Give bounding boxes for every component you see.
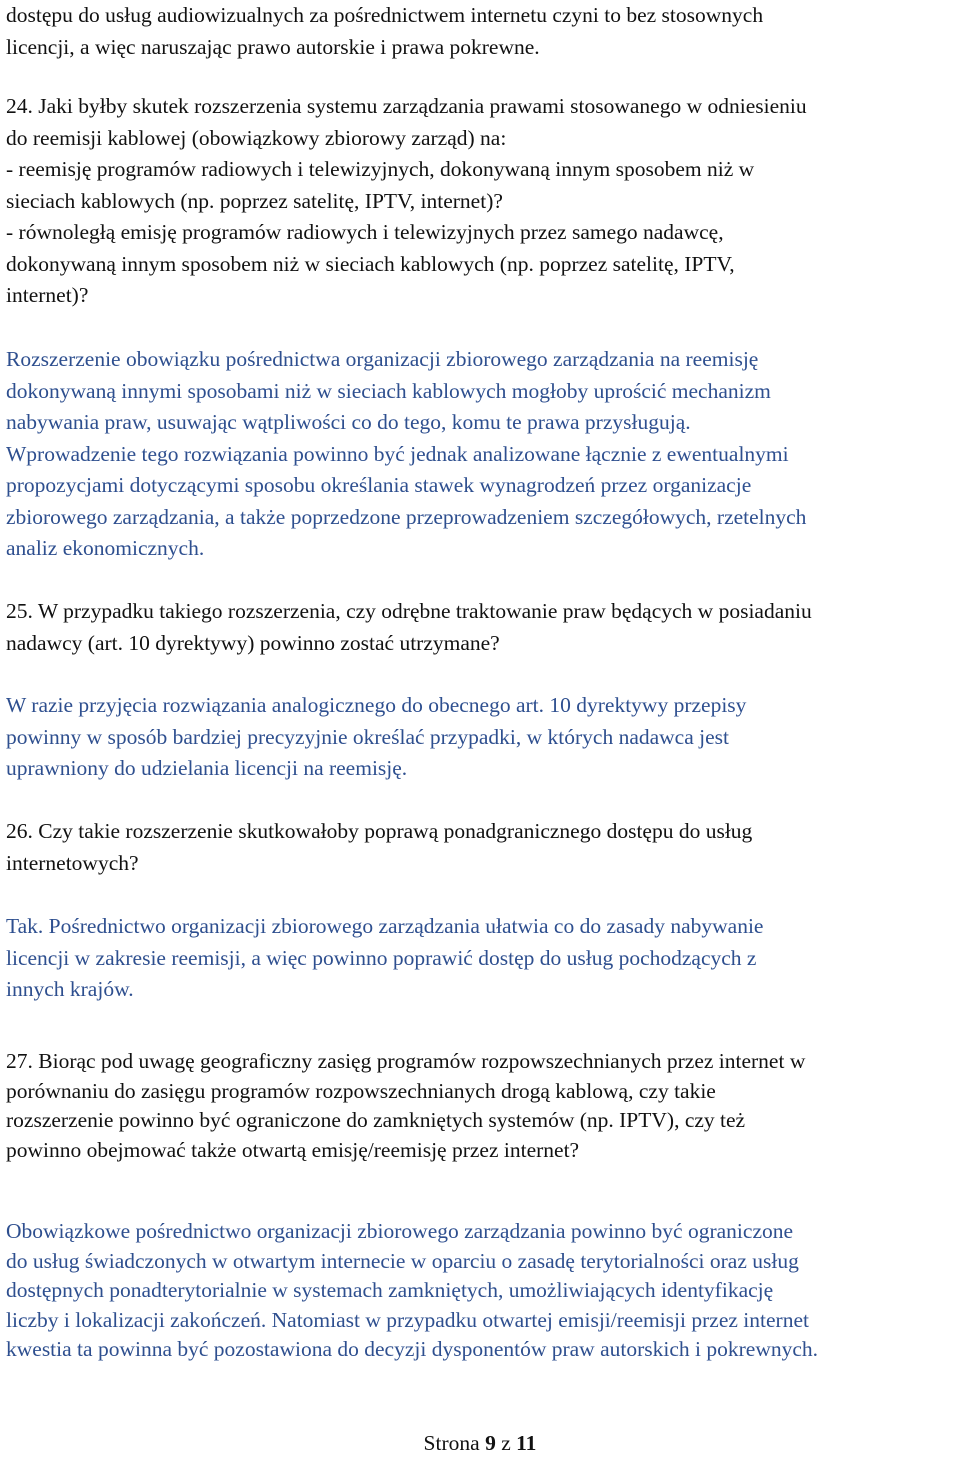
text-line: Wprowadzenie tego rozwiązania powinno być jednak analizowane łącznie z ewentualnymi bbox=[6, 441, 789, 466]
text-line: dostępnych ponadterytorialnie w systemach zamkniętych, umożliwiających identyfikację bbox=[6, 1278, 774, 1302]
text-line: - równoległą emisję programów radiowych i telewizyjnych przez samego nadawcę, bbox=[6, 220, 724, 244]
text-line: powinno obejmować także otwartą emisję/reemisję przez internet? bbox=[6, 1137, 580, 1162]
text-line: dostępu do usług audiowizualnych za pośrednictwem internetu czyni to bez stosownych bbox=[6, 3, 764, 27]
answer-25 bbox=[6, 690, 955, 785]
text-line: do usług świadczonych w otwartym internecie w oparciu o zasadę terytorialności oraz usług bbox=[6, 1248, 799, 1273]
text-line: analiz ekonomicznych. bbox=[6, 536, 205, 560]
text-line: uprawniony do udzielania licencji na reemisję. bbox=[6, 756, 408, 780]
text-line: Tak. Pośrednictwo organizacji zbiorowego zarządzania ułatwia co do zasady nabywanie bbox=[6, 914, 764, 938]
question-24 bbox=[6, 91, 955, 312]
text-line: 27. Biorąc pod uwagę geograficzny zasięg programów rozpowszechnianych przez internet w bbox=[6, 1049, 806, 1073]
text-line: - reemisję programów radiowych i telewizyjnych, dokonywaną innym sposobem niż w bbox=[6, 157, 755, 181]
text-line: innych krajów. bbox=[6, 977, 134, 1001]
page-label: Strona bbox=[423, 1431, 480, 1455]
text-line: Obowiązkowe pośrednictwo organizacji zbiorowego zarządzania powinno być ograniczone bbox=[6, 1219, 794, 1243]
answer-27 bbox=[6, 1217, 955, 1365]
text-line: W razie przyjęcia rozwiązania analogicznego do obecnego art. 10 dyrektywy przepisy bbox=[6, 693, 747, 717]
answer-26 bbox=[6, 911, 955, 1006]
total-pages-number: 11 bbox=[516, 1431, 537, 1455]
text-line: do reemisji kablowej (obowiązkowy zbiorowy zarząd) na: bbox=[6, 125, 507, 150]
question-26 bbox=[6, 816, 955, 879]
text-line: licencji w zakresie reemisji, a więc powinno poprawić dostęp do usług pochodzących z bbox=[6, 945, 757, 970]
text-line: nadawcy (art. 10 dyrektywy) powinno zostać utrzymane? bbox=[6, 630, 500, 655]
text-line: powinny w sposób bardziej precyzyjnie określać przypadki, w których nadawca jest bbox=[6, 724, 730, 749]
text-line: Rozszerzenie obowiązku pośrednictwa organizacji zbiorowego zarządzania na reemisję bbox=[6, 347, 759, 371]
question-27 bbox=[6, 1047, 955, 1165]
current-page-number: 9 bbox=[485, 1431, 496, 1455]
page-separator: z bbox=[501, 1431, 511, 1455]
text-line: licencji, a więc naruszając prawo autorskie i prawa pokrewne. bbox=[6, 34, 540, 59]
text-line: kwestia ta powinna być pozostawiona do decyzji dysponentów praw autorskich i pokrewnych. bbox=[6, 1337, 819, 1361]
text-line: porównaniu do zasięgu programów rozpowszechnianych drogą kablową, czy takie bbox=[6, 1078, 716, 1103]
text-line: 24. Jaki byłby skutek rozszerzenia systemu zarządzania prawami stosowanego w odniesieniu bbox=[6, 94, 807, 118]
text-line: zbiorowego zarządzania, a także poprzedzone przeprowadzeniem szczegółowych, rzetelnych bbox=[6, 504, 807, 529]
text-line: 25. W przypadku takiego rozszerzenia, czy odrębne traktowanie praw będących w posiadaniu bbox=[6, 599, 812, 623]
text-line: internetowych? bbox=[6, 850, 139, 875]
text-line: rozszerzenie powinno być ograniczone do zamkniętych systemów (np. IPTV), czy też bbox=[6, 1108, 746, 1132]
text-line: dokonywaną innym sposobem niż w sieciach kablowych (np. poprzez satelitę, IPTV, bbox=[6, 251, 735, 276]
continuation-paragraph bbox=[6, 0, 955, 95]
text-line: liczby i lokalizacji zakończeń. Natomiast w przypadku otwartej emisji/reemisji przez internet bbox=[6, 1307, 809, 1332]
text-line: dokonywaną innymi sposobami niż w sieciach kablowych mogłoby uprościć mechanizm bbox=[6, 378, 771, 403]
text-line: propozycjami dotyczącymi sposobu określania stawek wynagrodzeń przez organizacje bbox=[6, 473, 752, 497]
answer-24 bbox=[6, 344, 955, 565]
question-25 bbox=[6, 596, 955, 659]
text-line: nabywania praw, usuwając wątpliwości co do tego, komu te prawa przysługują. bbox=[6, 410, 691, 434]
text-line: internet)? bbox=[6, 283, 89, 307]
text-line: 26. Czy takie rozszerzenie skutkowałoby poprawą ponadgranicznego dostępu do usług bbox=[6, 819, 753, 843]
text-line: sieciach kablowych (np. poprzez satelitę, IPTV, internet)? bbox=[6, 188, 503, 213]
